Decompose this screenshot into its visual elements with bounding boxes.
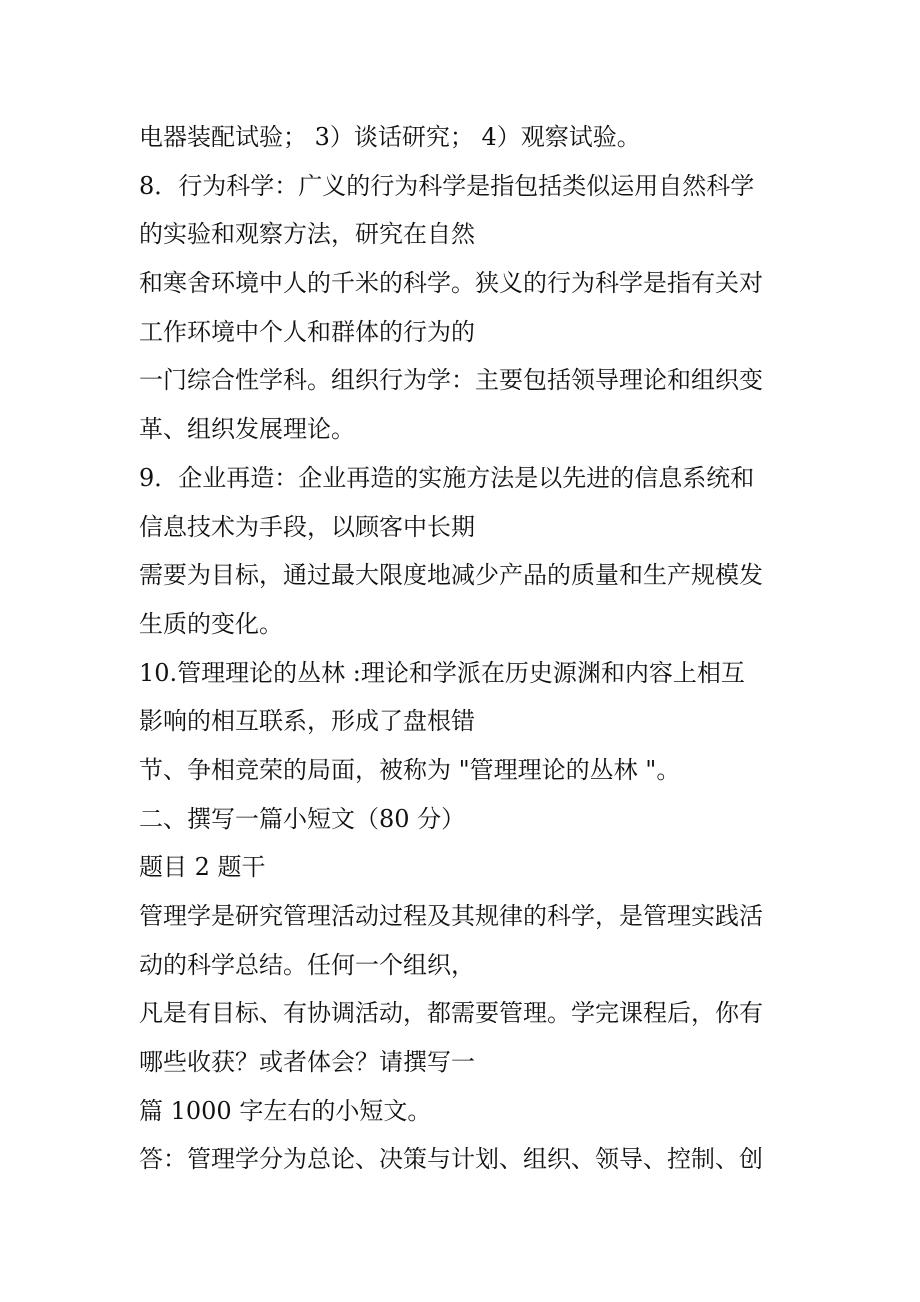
text-line: 9．企业再造：企业再造的实施方法是以先进的信息系统和 [139, 463, 755, 492]
text-line: 8．行为科学：广义的行为科学是指包括类似运用自然科学 [139, 171, 755, 200]
text-line: 10.管理理论的丛林 :理论和学派在历史源渊和内容上相互 [139, 658, 745, 687]
section-heading: 二、撰写一篇小短文（80 分） [139, 804, 466, 833]
text-line: 影响的相互联系，形成了盘根错 [139, 707, 475, 736]
text-line: 管理学是研究管理活动过程及其规律的科学，是管理实践活 [139, 902, 763, 930]
text-line: 篇 1000 字左右的小短文。 [139, 1096, 432, 1125]
text-line: 节、争相竞荣的局面，被称为 "管理理论的丛林 "。 [139, 755, 681, 784]
text-line: 和寒舍环境中人的千米的科学。狭义的行为科学是指有关对 [139, 269, 763, 298]
text-line: 一门综合性学科。组织行为学：主要包括领导理论和组织变 [139, 366, 763, 395]
text-line: 动的科学总结。任何一个组织， [139, 950, 475, 979]
text-line: 的实验和观察方法，研究在自然 [139, 220, 475, 249]
document-body [139, 113, 789, 1184]
text-line: 工作环境中个人和群体的行为的 [139, 317, 475, 346]
text-line: 信息技术为手段，以顾客中长期 [139, 512, 475, 541]
question-label: 题目 2 题干 [139, 853, 266, 882]
text-line: 生质的变化。 [139, 609, 283, 638]
text-line: 哪些收获？或者体会？请撰写一 [139, 1048, 475, 1077]
text-line: 革、组织发展理论。 [139, 415, 355, 444]
answer-line: 答：管理学分为总论、决策与计划、组织、领导、控制、创 [139, 1145, 763, 1174]
text-line: 凡是有目标、有协调活动，都需要管理。学完课程后，你有 [139, 999, 763, 1028]
text-line: 需要为目标，通过最大限度地减少产品的质量和生产规模发 [139, 561, 763, 590]
text-line: 电器装配试验； 3）谈话研究； 4）观察试验。 [139, 123, 641, 151]
